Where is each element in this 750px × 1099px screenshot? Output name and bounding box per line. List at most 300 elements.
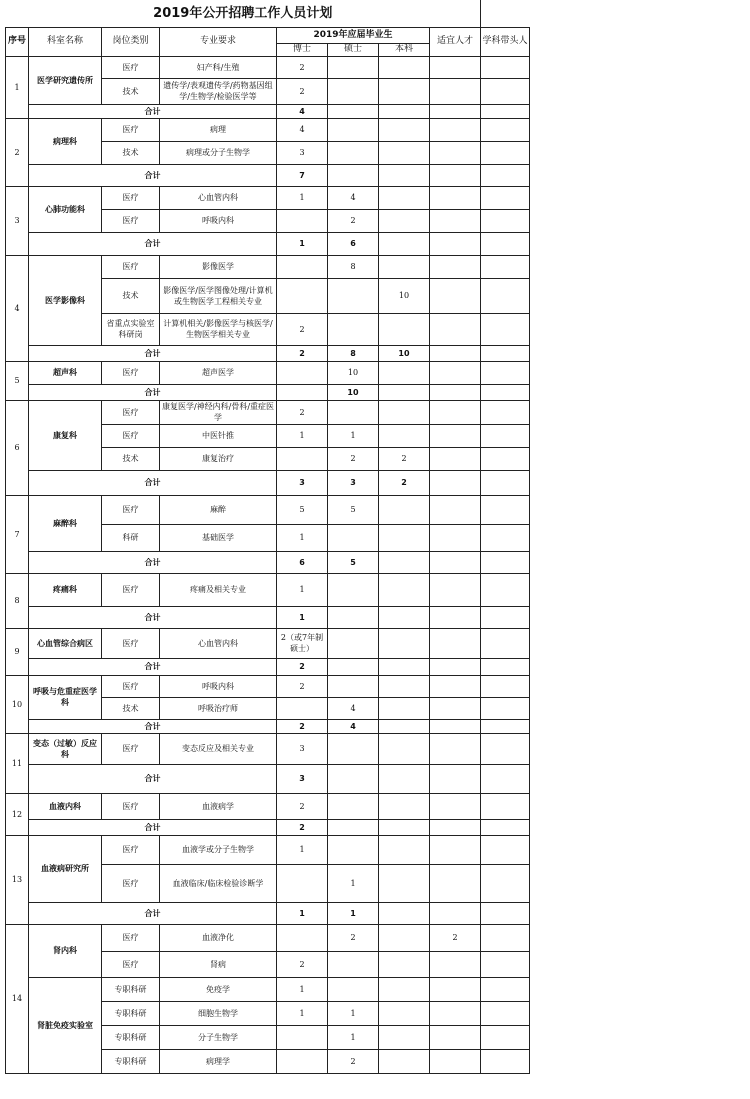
discipline-leader-cell (481, 924, 530, 951)
bachelor-count-cell (379, 1025, 430, 1049)
subtotal-row (6, 345, 530, 361)
header-post: 岗位类别 (102, 27, 160, 56)
suitable-talent-cell: 2 (430, 924, 481, 951)
table-row (6, 118, 530, 141)
table-row (6, 255, 530, 278)
suitable-talent-cell (430, 447, 481, 470)
subtotal-bachelor-cell (379, 606, 430, 628)
phd-count-cell: 1 (277, 835, 328, 864)
master-count-cell: 2 (328, 1049, 379, 1073)
master-count-cell (328, 278, 379, 313)
suitable-talent-cell (430, 573, 481, 606)
subtotal-row (6, 470, 530, 495)
suitable-talent-cell (430, 951, 481, 977)
post-type-cell: 医疗 (102, 733, 160, 764)
bachelor-count-cell (379, 186, 430, 209)
suitable-talent-cell (430, 470, 481, 495)
suitable-talent-cell (430, 1049, 481, 1073)
department-name-cell: 血液内科 (29, 793, 102, 819)
discipline-leader-cell (481, 835, 530, 864)
subtotal-phd-cell: 1 (277, 232, 328, 255)
post-type-cell: 技术 (102, 447, 160, 470)
subtotal-phd-cell: 4 (277, 104, 328, 118)
bachelor-count-cell (379, 118, 430, 141)
subtotal-bachelor-cell (379, 164, 430, 186)
subtotal-label-cell: 合计 (29, 551, 277, 573)
bachelor-count-cell (379, 1001, 430, 1025)
table-row (6, 924, 530, 951)
subtotal-label-cell: 合计 (29, 819, 277, 835)
row-number-cell: 5 (6, 361, 29, 400)
suitable-talent-cell (430, 1025, 481, 1049)
post-type-cell: 医疗 (102, 951, 160, 977)
subtotal-master-cell (328, 606, 379, 628)
post-type-cell: 医疗 (102, 209, 160, 232)
subtotal-label-cell: 合计 (29, 345, 277, 361)
department-name-cell: 肾脏免疫实验室 (29, 977, 102, 1073)
major-cell: 呼吸治疗师 (160, 697, 277, 719)
department-name-cell: 麻醉科 (29, 495, 102, 551)
subtotal-row (6, 164, 530, 186)
discipline-leader-cell (481, 764, 530, 793)
major-cell: 超声医学 (160, 361, 277, 384)
discipline-leader-cell (481, 573, 530, 606)
post-type-cell: 医疗 (102, 675, 160, 697)
subtotal-row (6, 104, 530, 118)
discipline-leader-cell (481, 793, 530, 819)
subtotal-label-cell: 合计 (29, 384, 277, 400)
suitable-talent-cell (430, 658, 481, 675)
post-type-cell: 技术 (102, 697, 160, 719)
discipline-leader-cell (481, 551, 530, 573)
major-cell: 免疫学 (160, 977, 277, 1001)
suitable-talent-cell (430, 345, 481, 361)
table-row (6, 733, 530, 764)
master-count-cell (328, 675, 379, 697)
table-row (6, 56, 530, 78)
subtotal-master-cell: 1 (328, 902, 379, 924)
suitable-talent-cell (430, 278, 481, 313)
subtotal-bachelor-cell (379, 104, 430, 118)
row-number-cell: 1 (6, 56, 29, 118)
discipline-leader-cell (481, 164, 530, 186)
bachelor-count-cell (379, 495, 430, 524)
table-row (6, 977, 530, 1001)
master-count-cell: 1 (328, 1025, 379, 1049)
suitable-talent-cell (430, 361, 481, 384)
phd-count-cell (277, 209, 328, 232)
phd-count-cell: 1 (277, 573, 328, 606)
suitable-talent-cell (430, 186, 481, 209)
phd-count-cell: 2（或7年制硕士） (277, 628, 328, 658)
subtotal-bachelor-cell (379, 551, 430, 573)
bachelor-count-cell (379, 255, 430, 278)
suitable-talent-cell (430, 384, 481, 400)
phd-count-cell (277, 361, 328, 384)
discipline-leader-cell (481, 400, 530, 424)
header-major: 专业要求 (160, 27, 277, 56)
recruitment-plan-table (5, 0, 530, 1074)
bachelor-count-cell (379, 524, 430, 551)
subtotal-row (6, 902, 530, 924)
post-type-cell: 技术 (102, 78, 160, 104)
discipline-leader-cell (481, 186, 530, 209)
suitable-talent-cell (430, 104, 481, 118)
master-count-cell (328, 733, 379, 764)
table-row (6, 835, 530, 864)
phd-count-cell: 1 (277, 977, 328, 1001)
discipline-leader-cell (481, 118, 530, 141)
bachelor-count-cell (379, 56, 430, 78)
phd-count-cell: 1 (277, 1001, 328, 1025)
bachelor-count-cell (379, 697, 430, 719)
header-phd: 博士 (277, 43, 328, 56)
discipline-leader-cell (481, 141, 530, 164)
major-cell: 中医针推 (160, 424, 277, 447)
subtotal-master-cell: 5 (328, 551, 379, 573)
post-type-cell: 医疗 (102, 118, 160, 141)
suitable-talent-cell (430, 209, 481, 232)
subtotal-master-cell (328, 764, 379, 793)
post-type-cell: 专职科研 (102, 1001, 160, 1025)
post-type-cell: 技术 (102, 278, 160, 313)
bachelor-count-cell (379, 209, 430, 232)
department-name-cell: 医学研究遗传所 (29, 56, 102, 104)
major-cell: 病理 (160, 118, 277, 141)
post-type-cell: 技术 (102, 141, 160, 164)
master-count-cell (328, 951, 379, 977)
post-type-cell: 专职科研 (102, 1049, 160, 1073)
major-cell: 肾病 (160, 951, 277, 977)
major-cell: 呼吸内科 (160, 675, 277, 697)
major-cell: 心血管内科 (160, 628, 277, 658)
master-count-cell (328, 78, 379, 104)
suitable-talent-cell (430, 551, 481, 573)
major-cell: 妇产科/生殖 (160, 56, 277, 78)
subtotal-bachelor-cell (379, 819, 430, 835)
table-row (6, 495, 530, 524)
post-type-cell: 医疗 (102, 628, 160, 658)
page-title: 2019年公开招聘工作人员计划 (6, 0, 481, 27)
discipline-leader-cell (481, 209, 530, 232)
master-count-cell (328, 628, 379, 658)
department-name-cell: 心血管综合病区 (29, 628, 102, 658)
major-cell: 血液病学 (160, 793, 277, 819)
subtotal-label-cell: 合计 (29, 764, 277, 793)
discipline-leader-cell (481, 524, 530, 551)
suitable-talent-cell (430, 977, 481, 1001)
subtotal-master-cell: 6 (328, 232, 379, 255)
subtotal-master-cell: 8 (328, 345, 379, 361)
phd-count-cell (277, 697, 328, 719)
major-cell: 病理学 (160, 1049, 277, 1073)
subtotal-bachelor-cell (379, 764, 430, 793)
discipline-leader-cell (481, 606, 530, 628)
subtotal-bachelor-cell: 10 (379, 345, 430, 361)
bachelor-count-cell (379, 675, 430, 697)
suitable-talent-cell (430, 1001, 481, 1025)
header-dept: 科室名称 (29, 27, 102, 56)
major-cell: 细胞生物学 (160, 1001, 277, 1025)
row-number-cell: 8 (6, 573, 29, 628)
phd-count-cell: 1 (277, 524, 328, 551)
department-name-cell: 病理科 (29, 118, 102, 164)
table-row (6, 400, 530, 424)
master-count-cell: 1 (328, 424, 379, 447)
master-count-cell: 4 (328, 186, 379, 209)
subtotal-row (6, 232, 530, 255)
post-type-cell: 医疗 (102, 495, 160, 524)
subtotal-label-cell: 合计 (29, 902, 277, 924)
header-graduates: 2019年应届毕业生 (277, 27, 430, 43)
phd-count-cell (277, 278, 328, 313)
post-type-cell: 专职科研 (102, 1025, 160, 1049)
subtotal-bachelor-cell (379, 232, 430, 255)
master-count-cell (328, 141, 379, 164)
major-cell: 康复治疗 (160, 447, 277, 470)
subtotal-label-cell: 合计 (29, 232, 277, 255)
suitable-talent-cell (430, 424, 481, 447)
post-type-cell: 医疗 (102, 255, 160, 278)
subtotal-row (6, 819, 530, 835)
subtotal-row (6, 764, 530, 793)
post-type-cell: 专职科研 (102, 977, 160, 1001)
discipline-leader-cell (481, 78, 530, 104)
discipline-leader-cell (481, 697, 530, 719)
phd-count-cell (277, 1049, 328, 1073)
phd-count-cell (277, 864, 328, 902)
bachelor-count-cell (379, 573, 430, 606)
master-count-cell (328, 977, 379, 1001)
discipline-leader-cell (481, 658, 530, 675)
bachelor-count-cell (379, 1049, 430, 1073)
discipline-leader-cell (481, 470, 530, 495)
table-row (6, 573, 530, 606)
phd-count-cell (277, 924, 328, 951)
department-name-cell: 肾内科 (29, 924, 102, 977)
department-name-cell: 超声科 (29, 361, 102, 384)
subtotal-label-cell: 合计 (29, 164, 277, 186)
discipline-leader-cell (481, 1049, 530, 1073)
subtotal-phd-cell: 2 (277, 658, 328, 675)
phd-count-cell: 2 (277, 400, 328, 424)
bachelor-count-cell (379, 951, 430, 977)
subtotal-phd-cell: 3 (277, 764, 328, 793)
post-type-cell: 医疗 (102, 835, 160, 864)
suitable-talent-cell (430, 606, 481, 628)
suitable-talent-cell (430, 764, 481, 793)
post-type-cell: 医疗 (102, 400, 160, 424)
discipline-leader-cell (481, 104, 530, 118)
suitable-talent-cell (430, 400, 481, 424)
discipline-leader-cell (481, 56, 530, 78)
phd-count-cell: 1 (277, 186, 328, 209)
subtotal-row (6, 658, 530, 675)
phd-count-cell: 3 (277, 141, 328, 164)
master-count-cell: 8 (328, 255, 379, 278)
bachelor-count-cell (379, 835, 430, 864)
phd-count-cell: 2 (277, 675, 328, 697)
master-count-cell: 10 (328, 361, 379, 384)
discipline-leader-cell (481, 313, 530, 345)
master-count-cell: 2 (328, 209, 379, 232)
row-number-cell: 14 (6, 924, 29, 1073)
bachelor-count-cell (379, 733, 430, 764)
master-count-cell: 5 (328, 495, 379, 524)
master-count-cell (328, 573, 379, 606)
subtotal-label-cell: 合计 (29, 658, 277, 675)
department-name-cell: 疼痛科 (29, 573, 102, 606)
post-type-cell: 医疗 (102, 56, 160, 78)
phd-count-cell: 1 (277, 424, 328, 447)
discipline-leader-cell (481, 361, 530, 384)
post-type-cell: 医疗 (102, 924, 160, 951)
table-row (6, 793, 530, 819)
master-count-cell (328, 118, 379, 141)
subtotal-phd-cell: 2 (277, 345, 328, 361)
subtotal-master-cell (328, 658, 379, 675)
suitable-talent-cell (430, 232, 481, 255)
subtotal-phd-cell: 1 (277, 902, 328, 924)
suitable-talent-cell (430, 628, 481, 658)
subtotal-row (6, 606, 530, 628)
master-count-cell (328, 313, 379, 345)
master-count-cell (328, 400, 379, 424)
corner-cell (481, 0, 530, 27)
phd-count-cell: 2 (277, 78, 328, 104)
major-cell: 血液临床/临床检验诊断学 (160, 864, 277, 902)
bachelor-count-cell (379, 313, 430, 345)
subtotal-master-cell (328, 819, 379, 835)
phd-count-cell: 2 (277, 951, 328, 977)
suitable-talent-cell (430, 719, 481, 733)
discipline-leader-cell (481, 232, 530, 255)
department-name-cell: 康复科 (29, 400, 102, 470)
major-cell: 麻醉 (160, 495, 277, 524)
post-type-cell: 医疗 (102, 864, 160, 902)
phd-count-cell (277, 255, 328, 278)
major-cell: 康复医学/神经内科/骨科/重症医学 (160, 400, 277, 424)
discipline-leader-cell (481, 951, 530, 977)
subtotal-row (6, 551, 530, 573)
header-bachelor: 本科 (379, 43, 430, 56)
discipline-leader-cell (481, 1025, 530, 1049)
bachelor-count-cell (379, 924, 430, 951)
subtotal-label-cell: 合计 (29, 104, 277, 118)
subtotal-label-cell: 合计 (29, 606, 277, 628)
discipline-leader-cell (481, 345, 530, 361)
post-type-cell: 科研 (102, 524, 160, 551)
phd-count-cell: 5 (277, 495, 328, 524)
discipline-leader-cell (481, 902, 530, 924)
department-name-cell: 心肺功能科 (29, 186, 102, 232)
header-leader: 学科带头人 (481, 27, 530, 56)
table-row (6, 361, 530, 384)
row-number-cell: 10 (6, 675, 29, 733)
suitable-talent-cell (430, 524, 481, 551)
subtotal-bachelor-cell (379, 384, 430, 400)
subtotal-master-cell: 4 (328, 719, 379, 733)
department-name-cell: 呼吸与危重症医学科 (29, 675, 102, 719)
row-number-cell: 7 (6, 495, 29, 573)
discipline-leader-cell (481, 628, 530, 658)
post-type-cell: 医疗 (102, 424, 160, 447)
subtotal-master-cell (328, 104, 379, 118)
major-cell: 遗传学/表观遗传学/药物基因组学/生物学/检验医学等 (160, 78, 277, 104)
suitable-talent-cell (430, 118, 481, 141)
discipline-leader-cell (481, 447, 530, 470)
discipline-leader-cell (481, 977, 530, 1001)
suitable-talent-cell (430, 793, 481, 819)
major-cell: 影像医学/医学图像处理/计算机或生物医学工程相关专业 (160, 278, 277, 313)
master-count-cell: 1 (328, 1001, 379, 1025)
subtotal-master-cell (328, 164, 379, 186)
suitable-talent-cell (430, 78, 481, 104)
major-cell: 计算机相关/影像医学与核医学/生物医学相关专业 (160, 313, 277, 345)
bachelor-count-cell: 10 (379, 278, 430, 313)
master-count-cell (328, 835, 379, 864)
subtotal-master-cell: 10 (328, 384, 379, 400)
subtotal-phd-cell: 3 (277, 470, 328, 495)
header-suitable: 适宜人才 (430, 27, 481, 56)
major-cell: 心血管内科 (160, 186, 277, 209)
header-seq: 序号 (6, 27, 29, 56)
major-cell: 血液学或分子生物学 (160, 835, 277, 864)
row-number-cell: 3 (6, 186, 29, 255)
post-type-cell: 医疗 (102, 573, 160, 606)
major-cell: 分子生物学 (160, 1025, 277, 1049)
table-row (6, 675, 530, 697)
suitable-talent-cell (430, 675, 481, 697)
suitable-talent-cell (430, 902, 481, 924)
major-cell: 影像医学 (160, 255, 277, 278)
suitable-talent-cell (430, 313, 481, 345)
discipline-leader-cell (481, 675, 530, 697)
department-name-cell: 变态（过敏）反应科 (29, 733, 102, 764)
subtotal-row (6, 384, 530, 400)
phd-count-cell: 3 (277, 733, 328, 764)
master-count-cell: 1 (328, 864, 379, 902)
major-cell: 病理或分子生物学 (160, 141, 277, 164)
suitable-talent-cell (430, 819, 481, 835)
row-number-cell: 13 (6, 835, 29, 924)
master-count-cell (328, 56, 379, 78)
suitable-talent-cell (430, 255, 481, 278)
bachelor-count-cell (379, 864, 430, 902)
header-master: 硕士 (328, 43, 379, 56)
row-number-cell: 6 (6, 400, 29, 495)
subtotal-label-cell: 合计 (29, 719, 277, 733)
subtotal-phd-cell (277, 384, 328, 400)
subtotal-bachelor-cell (379, 902, 430, 924)
suitable-talent-cell (430, 141, 481, 164)
subtotal-phd-cell: 2 (277, 719, 328, 733)
discipline-leader-cell (481, 733, 530, 764)
subtotal-bachelor-cell: 2 (379, 470, 430, 495)
post-type-cell: 省重点实验室科研岗 (102, 313, 160, 345)
table-row (6, 186, 530, 209)
phd-count-cell: 2 (277, 56, 328, 78)
suitable-talent-cell (430, 164, 481, 186)
subtotal-phd-cell: 2 (277, 819, 328, 835)
discipline-leader-cell (481, 1001, 530, 1025)
post-type-cell: 医疗 (102, 361, 160, 384)
post-type-cell: 医疗 (102, 793, 160, 819)
subtotal-bachelor-cell (379, 658, 430, 675)
phd-count-cell (277, 1025, 328, 1049)
discipline-leader-cell (481, 495, 530, 524)
suitable-talent-cell (430, 835, 481, 864)
